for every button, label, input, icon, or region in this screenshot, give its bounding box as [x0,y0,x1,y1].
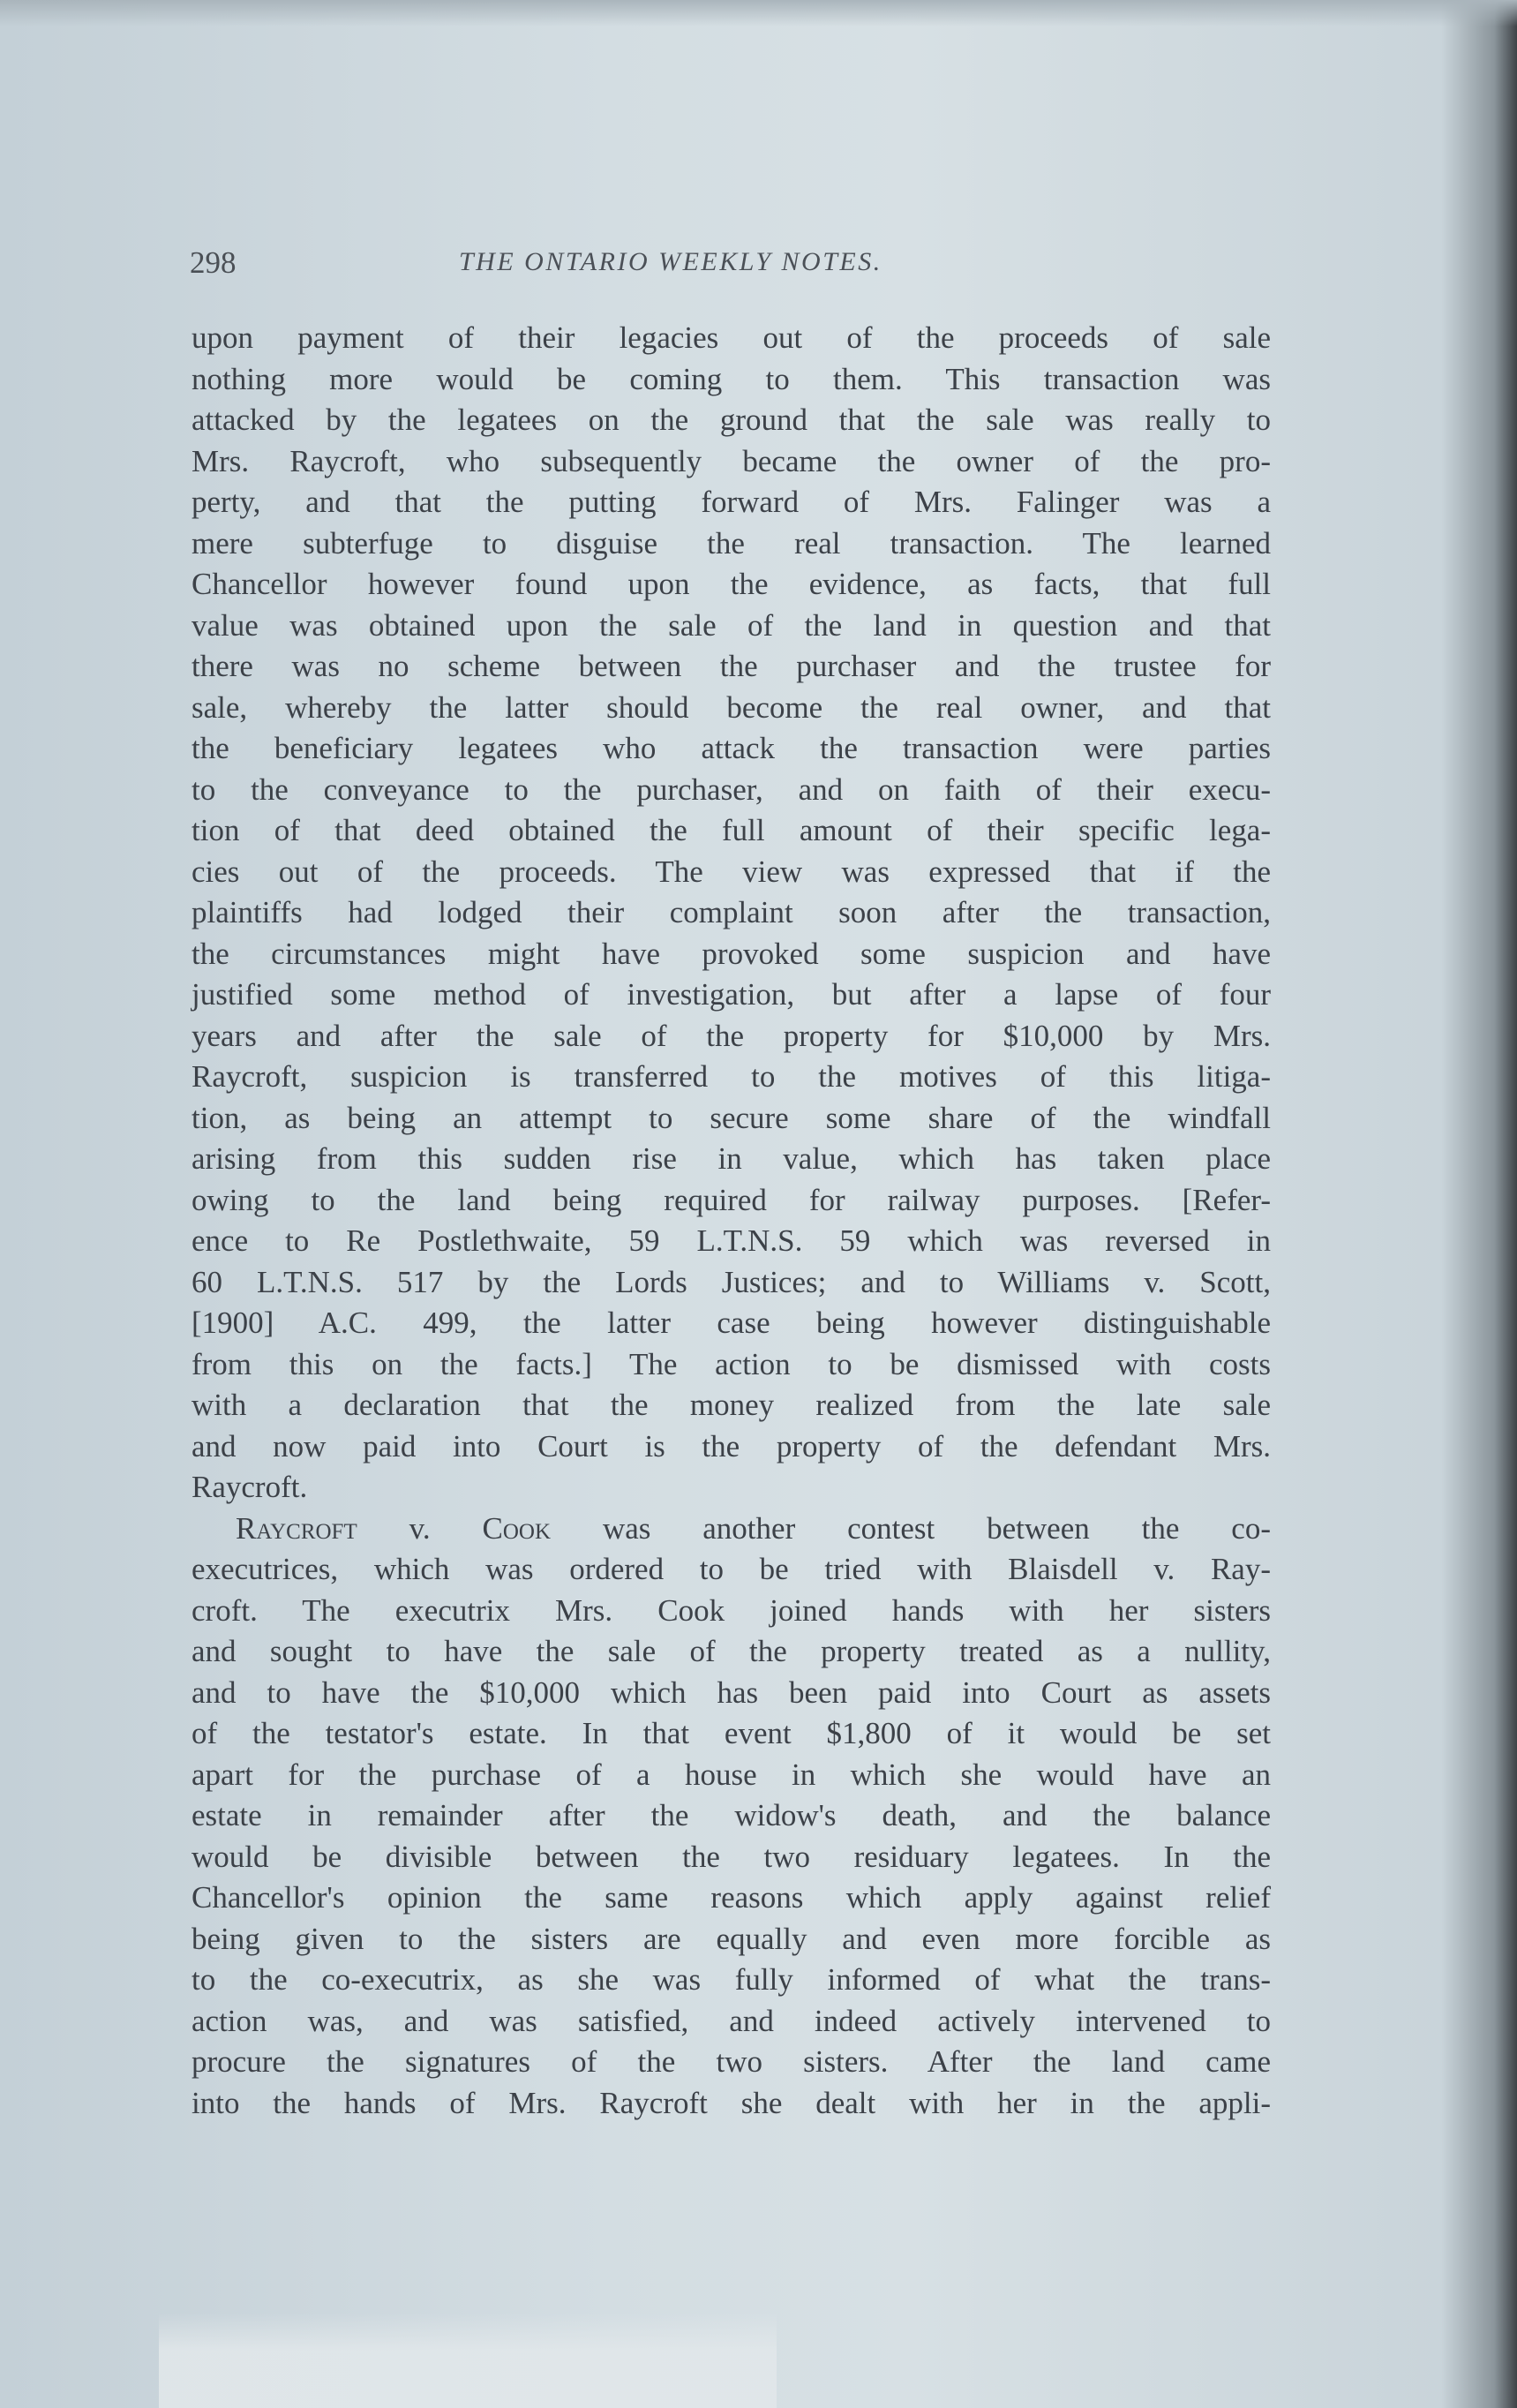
text-line: the beneficiary legatees who attack the transaction were parties [192,731,1271,765]
text-line: Chancellor's opinion the same reasons which apply against relief [192,1880,1271,1915]
case-party-1: Raycroft [236,1510,357,1546]
text-line: owing to the land being required for railway purposes. [Refer- [192,1182,1271,1217]
text-line: 60 L.T.N.S. 517 by the Lords Justices; and to Williams v. Scott, [192,1264,1271,1299]
text-line: with a declaration that the money realized from the late sale [192,1388,1271,1422]
text-line: Raycroft. [192,1470,308,1504]
text-line: [1900] A.C. 499, the latter case being however distinguishable [192,1306,1271,1340]
text-line: years and after the sale of the property for $10,000 by Mrs. [192,1018,1271,1053]
text-line: ence to Re Postlethwaite, 59 L.T.N.S. 59 which was reversed in [192,1223,1271,1258]
text-line: to the conveyance to the purchaser, and on faith of their execu- [192,771,1271,807]
text-line: and to have the $10,000 which has been paid into Court as assets [192,1674,1271,1710]
text-line: being given to the sisters are equally and even more forcible as [192,1921,1271,1956]
text-line: Chancellor however found upon the evidence, as facts, that full [192,567,1271,601]
text-line: procure the signatures of the two sisters. After the land came [192,2044,1271,2079]
text-line: justified some method of investigation, but after a lapse of four [192,977,1271,1012]
paragraph-1 [192,318,1271,1509]
text-line: executrices, which was ordered to be tried with Blaisdell v. Ray- [192,1552,1271,1586]
case-versus: v. [357,1510,483,1546]
text-line: to the co-executrix, as she was fully informed of what the trans- [192,1962,1271,1997]
text-line: from this on the facts.] The action to be dismissed with costs [192,1346,1271,1381]
text-line: value was obtained upon the sale of the land in question and that [192,607,1271,643]
text-line: perty, and that the putting forward of Mrs. Falinger was a [192,485,1271,519]
text-line: cies out of the proceeds. The view was expressed that if the [192,854,1271,889]
text-line: tion, as being an attempt to secure some share of the windfall [192,1100,1271,1135]
text-line: and sought to have the sale of the property treated as a nullity, [192,1634,1271,1668]
text-line: estate in remainder after the widow's death, and the balance [192,1798,1271,1832]
text-line: and now paid into Court is the property of the defendant Mrs. [192,1428,1271,1464]
text-line: arising from this sudden rise in value, which has taken place [192,1141,1271,1176]
running-head: THE ONTARIO WEEKLY NOTES. [459,247,882,276]
case-line-rest: was another contest between the co- [551,1510,1271,1546]
text-line: sale, whereby the latter should become the real owner, and that [192,689,1271,725]
text-line: of the testator's estate. In that event $1,800 of it would be set [192,1716,1271,1750]
text-line: upon payment of their legacies out of the proceeds of sale [192,320,1271,355]
text-line: apart for the purchase of a house in which she would have an [192,1757,1271,1792]
text-line: into the hands of Mrs. Raycroft she dealt with her in the appli- [192,2085,1271,2120]
text-line: Mrs. Raycroft, who subsequently became the owner of the pro- [192,443,1271,478]
text-line: action was, and was satisfied, and indeed actively intervened to [192,2003,1271,2038]
text-line: nothing more would be coming to them. This transaction was [192,361,1271,396]
text-line: the circumstances might have provoked some suspicion and have [192,936,1271,971]
page-header [190,245,1271,290]
case-heading-line [192,1509,1271,1550]
text-line: mere subterfuge to disguise the real transaction. The learned [192,525,1271,561]
page-number: 298 [190,245,237,280]
text-line: there was no scheme between the purchaser and the trustee for [192,649,1271,683]
text-line: Raycroft, suspicion is transferred to the motives of this litiga- [192,1059,1271,1094]
text-line: plaintiffs had lodged their complaint soon after the transaction, [192,895,1271,929]
paragraph-2 [192,1509,1271,2125]
case-party-2: Cook [482,1510,552,1546]
page-bottom-patch [159,2313,777,2408]
text-line: attacked by the legatees on the ground that the sale was really to [192,403,1271,437]
page-top-shadow [0,0,1517,26]
body-text [192,318,1271,2124]
text-line: croft. The executrix Mrs. Cook joined hands with her sisters [192,1592,1271,1628]
text-line: tion of that deed obtained the full amount of their specific lega- [192,813,1271,847]
text-line: would be divisible between the two residuary legatees. In the [192,1839,1271,1874]
